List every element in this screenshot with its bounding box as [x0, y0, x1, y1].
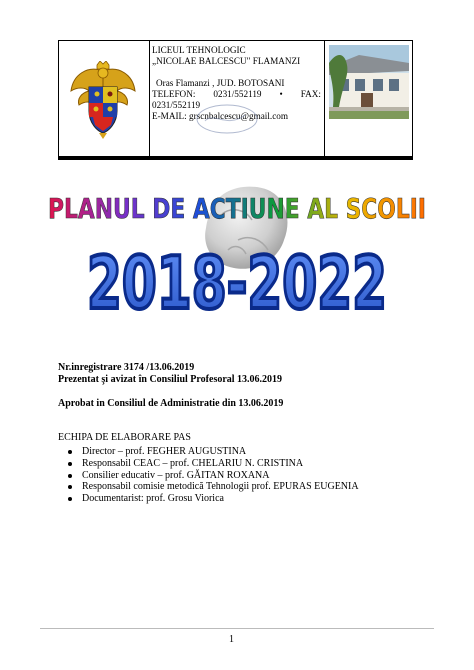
approved-note: Aprobat in Consiliul de Administratie din 13.06.2019 — [58, 398, 284, 409]
plan-years: 2018-2022 — [87, 241, 387, 326]
header-bottom-rule — [58, 157, 413, 160]
document-body — [58, 362, 438, 505]
school-building-photo — [329, 45, 409, 119]
list-item: Documentarist: prof. Grosu Viorica — [72, 493, 438, 505]
footer-rule — [40, 628, 434, 629]
fax-label: FAX: — [300, 89, 321, 99]
plan-title: PLANUL DE ACTIUNE AL SCOLII — [48, 192, 426, 225]
school-name-line1: LICEUL TEHNOLOGIC — [152, 45, 246, 55]
presented-note: Prezentat şi avizat în Consiliul Profesoral 13.06.2019 — [58, 374, 283, 385]
team-members-list — [58, 446, 438, 505]
list-item: Director – prof. FEGHER AUGUSTINA — [72, 446, 438, 458]
page-number: 1 — [229, 634, 234, 645]
header-table — [58, 40, 413, 157]
team-heading: ECHIPA DE ELABORARE PAS — [58, 432, 191, 443]
phone-value: 0231/552119 — [213, 89, 262, 99]
list-item: Responsabil CEAC – prof. CHELARIU N. CRISTINA — [72, 458, 438, 470]
list-item: Responsabil comisie metodică Tehnologii prof. EPURAS EUGENIA — [72, 481, 438, 493]
school-address: Oras Flamanzi , JUD. BOTOSANI — [156, 78, 285, 88]
school-email: E-MAIL: grscnbalcescu@gmail.com — [152, 111, 289, 121]
registration-number: Nr.inregistrare 3174 /13.06.2019 — [58, 362, 195, 373]
separator-bullet: • — [279, 89, 283, 99]
coat-of-arms-icon — [67, 61, 139, 139]
phone-label: TELEFON: — [152, 89, 196, 99]
stamp-mark — [187, 99, 267, 139]
school-photo-cell — [325, 41, 412, 156]
fax-value: 0231/552119 — [152, 100, 201, 110]
list-item: Consilier educativ – prof. GĂITAN ROXANA — [72, 470, 438, 482]
title-wordart — [0, 180, 474, 330]
school-name-line2: „NICOLAE BALCESCU" FLAMANZI — [152, 56, 301, 66]
coat-of-arms-cell — [59, 41, 150, 156]
